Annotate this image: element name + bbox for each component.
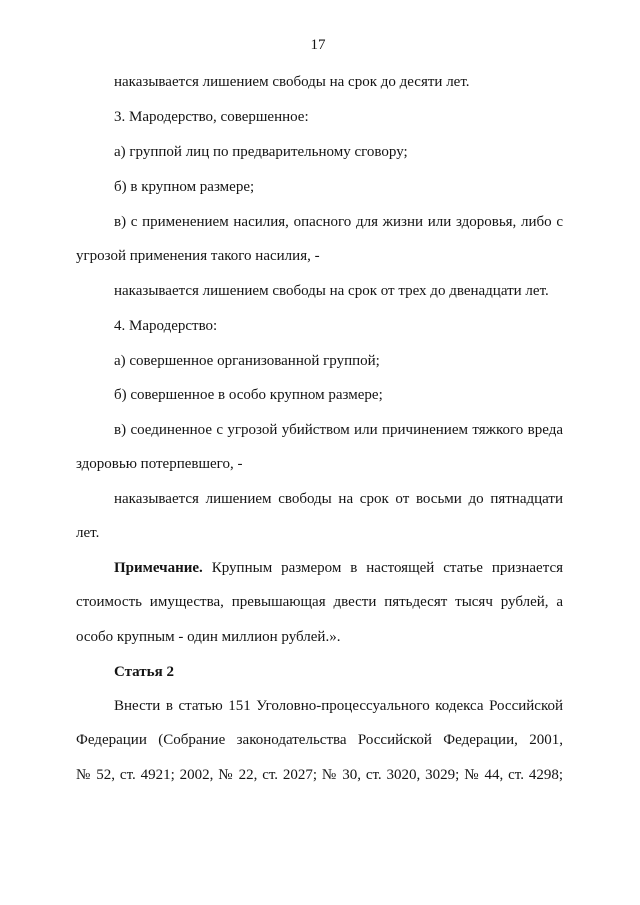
article-heading: Статья 2 bbox=[114, 664, 174, 680]
note-line bbox=[114, 559, 563, 577]
text-line: а) группой лиц по предварительному сговору; bbox=[114, 144, 408, 160]
text-line: Внести в статью 151 Уголовно-процессуального кодекса Российской bbox=[114, 698, 563, 714]
text-line: в) с применением насилия, опасного для жизни или здоровья, либо с bbox=[114, 214, 563, 230]
text-line: особо крупным - один миллион рублей.». bbox=[76, 629, 341, 645]
text-line: наказывается лишением свободы на срок до десяти лет. bbox=[114, 74, 470, 90]
text-line: 4. Мародерство: bbox=[114, 318, 218, 334]
text-line: а) совершенное организованной группой; bbox=[114, 353, 380, 369]
text-line: № 52, ст. 4921; 2002, № 22, ст. 2027; № 30, ст. 3020, 3029; № 44, ст. 4298; bbox=[76, 767, 563, 783]
text-line: наказывается лишением свободы на срок от восьми до пятнадцати bbox=[114, 491, 563, 507]
text-line: угрозой применения такого насилия, - bbox=[76, 248, 320, 264]
text-line: 3. Мародерство, совершенное: bbox=[114, 109, 309, 125]
text-line: в) соединенное с угрозой убийством или причинением тяжкого вреда bbox=[114, 422, 563, 438]
text-line: стоимость имущества, превышающая двести пятьдесят тысяч рублей, а bbox=[76, 594, 563, 610]
text-line: б) совершенное в особо крупном размере; bbox=[114, 387, 383, 403]
text-line: здоровью потерпевшего, - bbox=[76, 456, 243, 472]
text-line: Федерации (Собрание законодательства Российской Федерации, 2001, bbox=[76, 732, 563, 748]
page-number: 17 bbox=[310, 37, 326, 53]
text-line: лет. bbox=[76, 525, 100, 541]
note-text: Крупным размером в настоящей статье признается bbox=[211, 560, 564, 576]
text-line: наказывается лишением свободы на срок от трех до двенадцати лет. bbox=[114, 283, 549, 299]
note-label: Примечание. bbox=[114, 560, 203, 576]
text-line: б) в крупном размере; bbox=[114, 179, 255, 195]
